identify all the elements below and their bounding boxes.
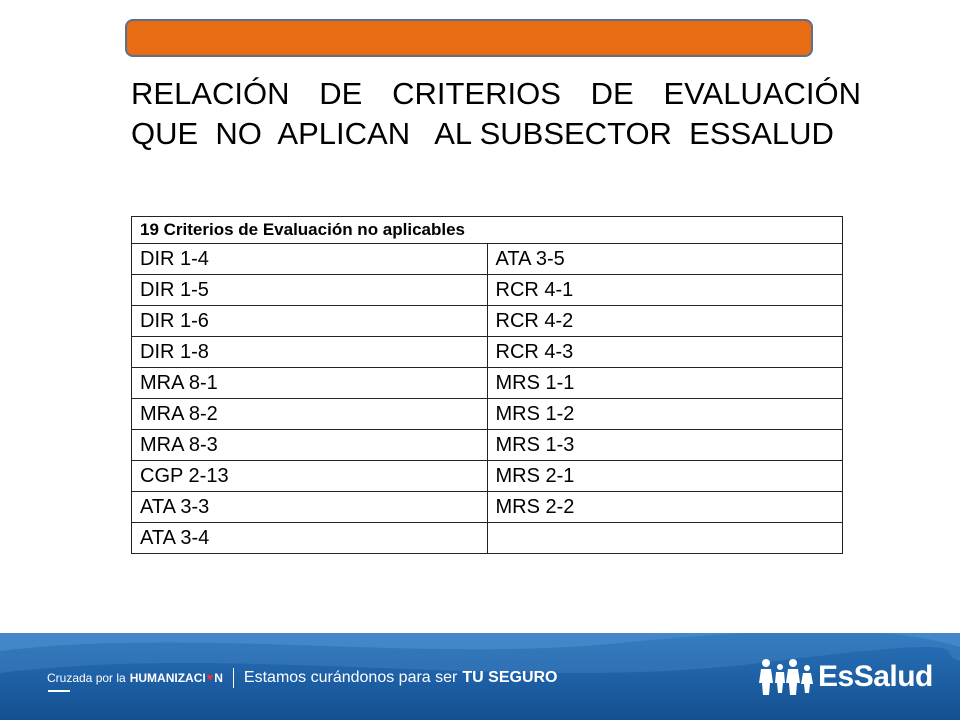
criteria-cell-left: DIR 1-4 [132, 244, 488, 275]
table-row [132, 399, 843, 430]
brand-name: EsSalud [818, 660, 933, 693]
campaign-humanizacion-b: N [214, 671, 223, 685]
criteria-cell-left: DIR 1-8 [132, 337, 488, 368]
criteria-cell-left: ATA 3-4 [132, 523, 488, 554]
criteria-cell-right: RCR 4-2 [487, 306, 843, 337]
table-row [132, 337, 843, 368]
table-row [132, 244, 843, 275]
table-row [132, 368, 843, 399]
campaign-underline [48, 690, 70, 692]
title-line-1: RELACIÓN DE CRITERIOS DE EVALUACIÓN [131, 76, 861, 111]
title-line-2: QUE NO APLICAN AL SUBSECTOR ESSALUD [131, 116, 834, 151]
table-row [132, 461, 843, 492]
campaign-text [47, 668, 558, 688]
campaign-slogan: Estamos curándonos para ser [243, 669, 458, 686]
criteria-cell-right: MRS 1-2 [487, 399, 843, 430]
criteria-cell-right: MRS 2-1 [487, 461, 843, 492]
heart-icon: ♥ [206, 672, 214, 684]
criteria-cell-left: MRA 8-2 [132, 399, 488, 430]
criteria-cell-left: MRA 8-3 [132, 430, 488, 461]
campaign-humanizacion-a: HUMANIZACI [129, 671, 206, 685]
family-icon [758, 657, 816, 697]
table-row [132, 523, 843, 554]
essalud-logo [758, 655, 933, 699]
criteria-cell-right: RCR 4-1 [487, 275, 843, 306]
table-row [132, 492, 843, 523]
table-header-row [132, 217, 843, 244]
criteria-cell-right [487, 523, 843, 554]
criteria-cell-left: MRA 8-1 [132, 368, 488, 399]
criteria-cell-left: DIR 1-6 [132, 306, 488, 337]
table-header: 19 Criterios de Evaluación no aplicables [132, 217, 843, 244]
criteria-table [131, 216, 843, 554]
criteria-cell-right: MRS 1-3 [487, 430, 843, 461]
table-row [132, 306, 843, 337]
footer-banner [0, 633, 960, 720]
orange-banner [125, 19, 813, 57]
criteria-cell-right: MRS 2-2 [487, 492, 843, 523]
criteria-cell-right: ATA 3-5 [487, 244, 843, 275]
criteria-cell-left: DIR 1-5 [132, 275, 488, 306]
page-title [131, 74, 861, 154]
table-row [132, 430, 843, 461]
criteria-cell-right: RCR 4-3 [487, 337, 843, 368]
criteria-cell-right: MRS 1-1 [487, 368, 843, 399]
criteria-cell-left: ATA 3-3 [132, 492, 488, 523]
criteria-cell-left: CGP 2-13 [132, 461, 488, 492]
campaign-divider [233, 668, 234, 688]
campaign-slogan-bold: TU SEGURO [462, 669, 558, 686]
table-row [132, 275, 843, 306]
campaign-prefix: Cruzada por la [47, 671, 126, 685]
